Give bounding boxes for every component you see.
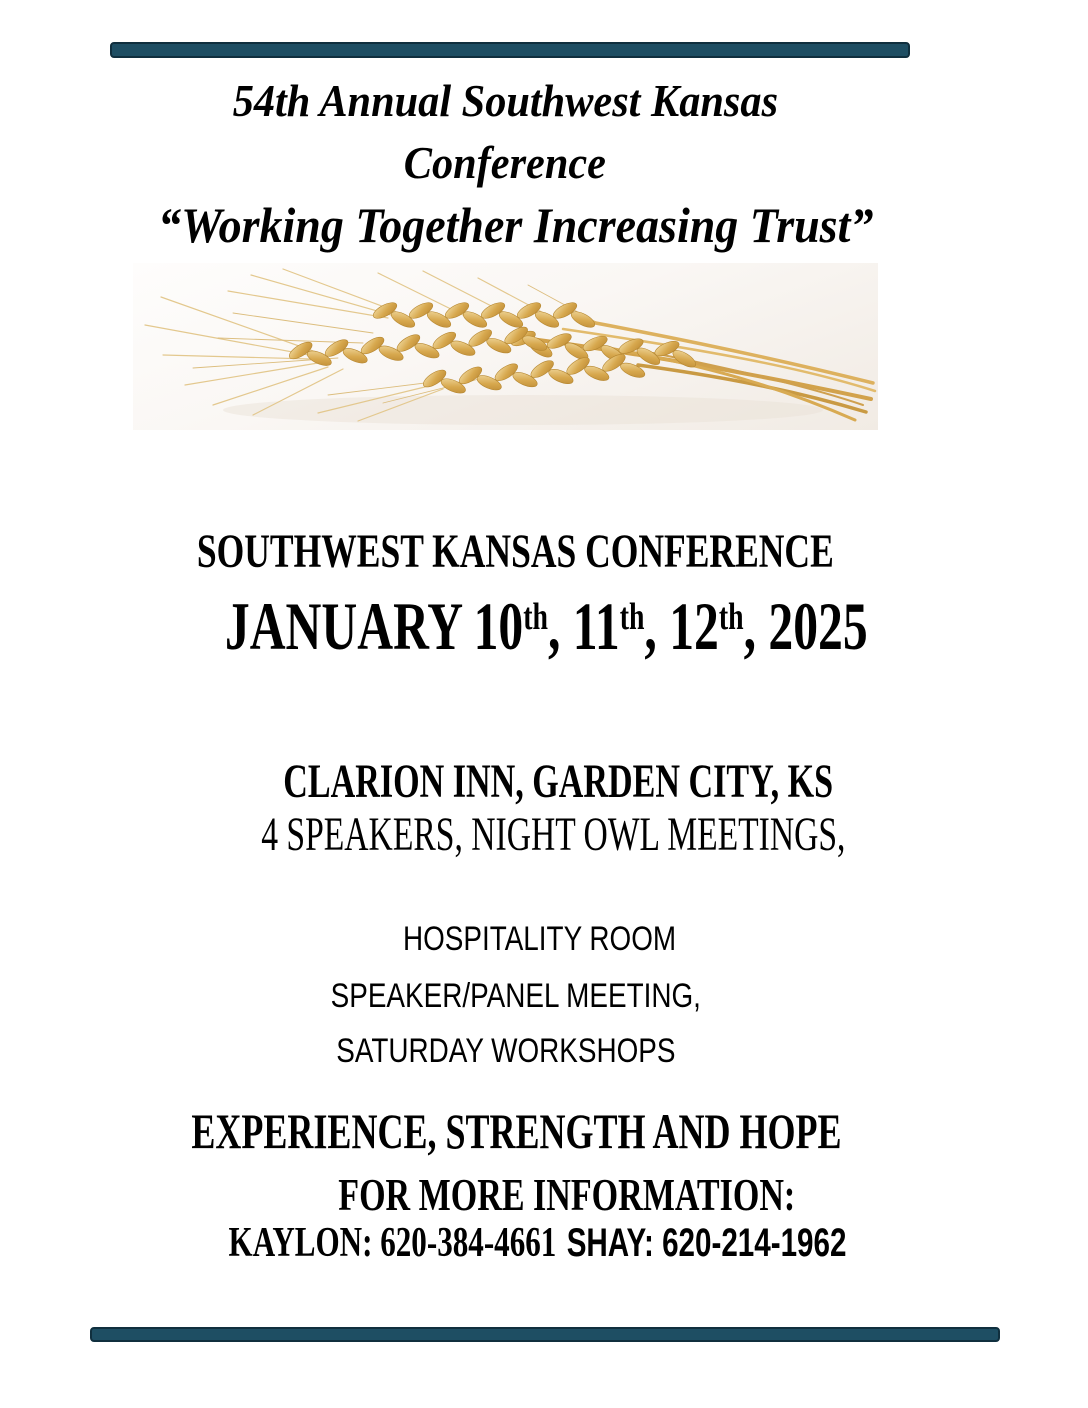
wheat-image bbox=[133, 263, 878, 430]
bottom-accent-bar bbox=[90, 1327, 1000, 1342]
ordinal-suffix: th bbox=[718, 596, 744, 639]
date-suffix: , 2025 bbox=[743, 588, 868, 664]
ordinal-suffix: th bbox=[619, 596, 645, 639]
contact-shay-phone: SHAY: 620-214-1962 bbox=[566, 1221, 846, 1265]
venue-line: CLARION INN, GARDEN CITY, KS bbox=[283, 755, 833, 808]
contact-kaylon-phone: KAYLON: 620-384-4661 bbox=[228, 1220, 556, 1266]
top-accent-bar bbox=[110, 42, 910, 58]
features-panel-meeting-line: SPEAKER/PANEL MEETING, bbox=[330, 977, 702, 1015]
event-name: SOUTHWEST KANSAS CONFERENCE bbox=[196, 525, 834, 578]
features-speakers-line: 4 SPEAKERS, NIGHT OWL MEETINGS, bbox=[260, 808, 846, 861]
date-mid1: , 11 bbox=[547, 588, 620, 664]
wheat-stalks-image bbox=[133, 263, 878, 430]
title-line-1: 54th Annual Southwest Kansas bbox=[232, 75, 778, 126]
flyer-title bbox=[0, 70, 1088, 256]
title-line-2: Conference bbox=[403, 137, 607, 188]
ordinal-suffix: th bbox=[522, 596, 548, 639]
date-prefix: JANUARY 10 bbox=[224, 588, 523, 664]
contact-line bbox=[0, 1222, 1088, 1264]
features-workshops-line: SATURDAY WORKSHOPS bbox=[336, 1032, 676, 1070]
more-information-heading: FOR MORE INFORMATION: bbox=[338, 1169, 796, 1220]
date-mid2: , 12 bbox=[644, 588, 719, 664]
title-tagline: “Working Together Increasing Trust” bbox=[158, 197, 874, 253]
motto-line: EXPERIENCE, STRENGTH AND HOPE bbox=[190, 1103, 842, 1159]
features-hospitality-line: HOSPITALITY ROOM bbox=[403, 920, 677, 958]
event-date bbox=[0, 588, 1088, 664]
